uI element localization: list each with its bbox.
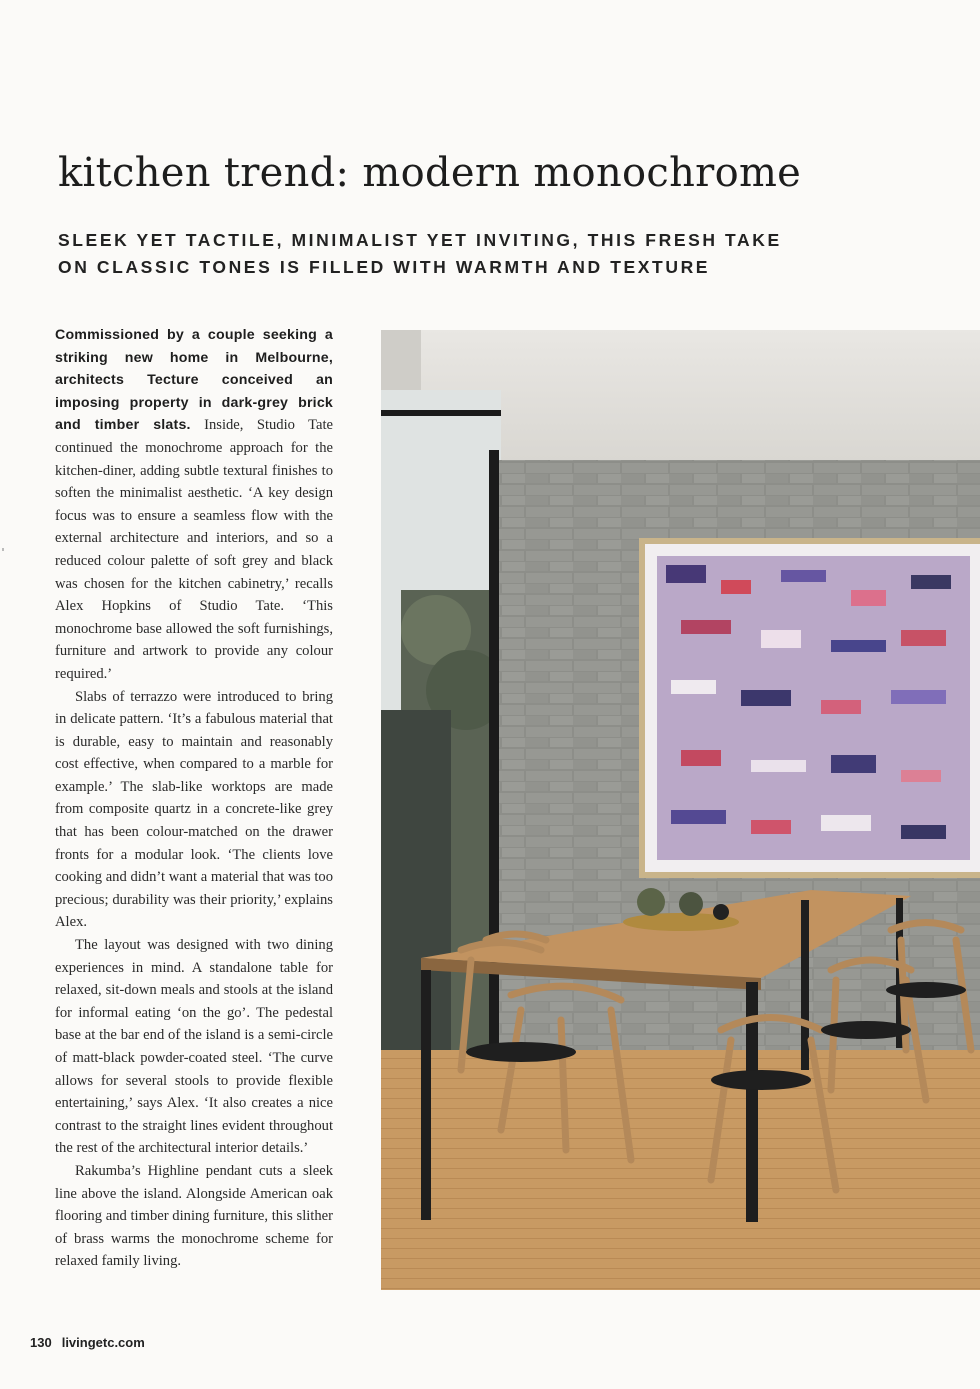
- abstract-artwork: [639, 538, 980, 878]
- standfirst: [58, 227, 782, 281]
- website-url[interactable]: livingetc.com: [61, 1335, 145, 1350]
- standfirst-line-1: SLEEK YET TACTILE, MINIMALIST YET INVITING, THIS FRESH TAKE: [58, 230, 782, 250]
- page-footer: [30, 1335, 145, 1350]
- paragraph-2: Slabs of terrazzo were introduced to bring in delicate pattern. ‘It’s a fabulous material that is durable, easy to maintain and reasonably cost effective, when compared to a marble for example.’ The slab-like worktops are made from composite quartz in a concrete-like grey that has been colour-matched on the drawer fronts for a modular look. ‘The clients love cooking and didn’t want a material that was too precious; durability was their priority,’ explains Alex.: [55, 688, 333, 931]
- intro-rest-text: Inside, Studio Tate continued the monochrome approach for the kitchen-diner, adding subtle textural finishes to soften the minimalist aesthetic. ‘A key design focus was to ensure a seamless flow with the external architecture and interiors, and so a reduced colour palette of soft grey and black was chosen for the kitchen cabinetry,’ recalls Alex Hopkins of Studio Tate. ‘This monochrome base allowed the soft furnishings, furniture and artwork to provide any colour required.’: [55, 417, 333, 682]
- crop-mark: [2, 548, 4, 551]
- kitchen-dining-photo: [381, 330, 980, 1290]
- paragraph-3: The layout was designed with two dining experiences in mind. A standalone table for relaxed, sit-down meals and stools at the island for informal eating ‘on the go’. The pedestal base at the bar end of the island is a semi-circle of matt-black powder-coated steel. ‘The curve allows for several stools to provide flexible entertaining,’ says Alex. ‘It also creates a nice contrast to the straight lines evident throughout the rest of the architectural interior details.’: [55, 937, 333, 1157]
- body-text-column: [55, 324, 333, 1273]
- headline: kitchen trend: modern monochrome: [58, 150, 802, 196]
- intro-bold-text: Commissioned by a couple seeking a striking new home in Melbourne, architects Tecture conceived an imposing property in dark-grey brick and timber slats.: [55, 327, 333, 434]
- paragraph-4: Rakumba’s Highline pendant cuts a sleek line above the island. Alongside American oak flooring and timber dining furniture, this slither of brass warms the monochrome scheme for relaxed family living.: [55, 1162, 333, 1270]
- standfirst-line-2: ON CLASSIC TONES IS FILLED WITH WARMTH AND TEXTURE: [58, 257, 711, 277]
- page-number: 130: [30, 1335, 52, 1350]
- photo-illustration: [381, 330, 980, 1290]
- oak-floor: [381, 1050, 980, 1290]
- paragraph-intro: [55, 324, 333, 686]
